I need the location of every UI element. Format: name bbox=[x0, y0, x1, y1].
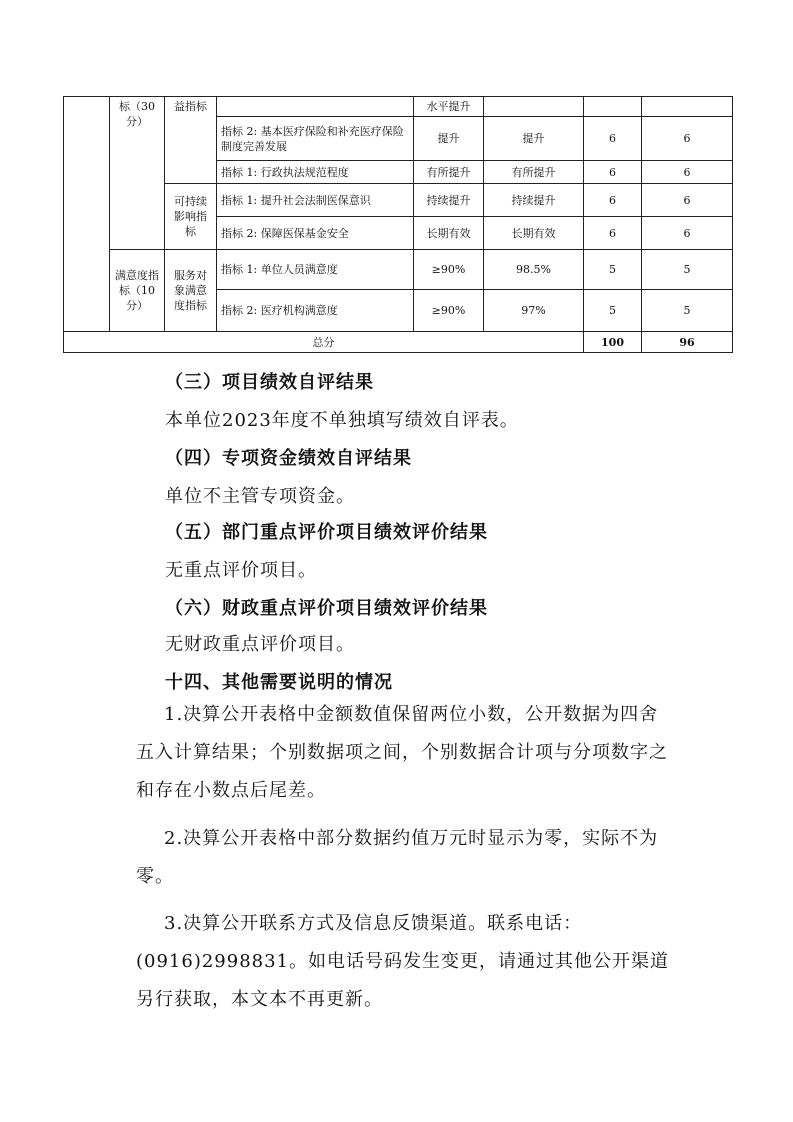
table-cell: 可持续影响指标 bbox=[165, 184, 217, 250]
table-cell bbox=[642, 97, 733, 117]
note-1: 1.决算公开表格中金额数值保留两位小数，公开数据为四舍五入计算结果；个别数据项之间，个别数据合计项与分项数字之和存在小数点后尾差。 bbox=[136, 704, 668, 801]
table-cell: 指标 2: 医疗机构满意度 bbox=[217, 290, 414, 332]
table-cell: 6 bbox=[584, 161, 642, 184]
table-cell: 6 bbox=[642, 184, 733, 217]
table-cell: ≥90% bbox=[414, 250, 484, 290]
table-cell bbox=[64, 97, 110, 332]
table-row bbox=[64, 97, 733, 117]
table-cell: 5 bbox=[584, 250, 642, 290]
table-cell: 6 bbox=[584, 184, 642, 217]
performance-table bbox=[63, 96, 733, 353]
table-cell: 有所提升 bbox=[414, 161, 484, 184]
table-cell bbox=[217, 97, 414, 117]
section-heading-3: （三）项目绩效自评结果 bbox=[165, 372, 374, 393]
table-cell: 有所提升 bbox=[484, 161, 584, 184]
table-cell: 持续提升 bbox=[414, 184, 484, 217]
table-cell: 标（30分） bbox=[110, 97, 165, 250]
section-text-3: 本单位2023年度不单独填写绩效自评表。 bbox=[165, 410, 519, 431]
table-cell: 指标 2: 保障医保基金安全 bbox=[217, 217, 414, 250]
table-row bbox=[64, 184, 733, 217]
table-cell: 97% bbox=[484, 290, 584, 332]
table-cell: 指标 1: 提升社会法制医保意识 bbox=[217, 184, 414, 217]
total-score: 96 bbox=[642, 332, 733, 353]
section-heading-5: （五）部门重点评价项目绩效评价结果 bbox=[165, 522, 488, 543]
note-2: 2.决算公开表格中部分数据约值万元时显示为零，实际不为零。 bbox=[136, 828, 659, 887]
table-cell: 满意度指标（10分） bbox=[110, 250, 165, 332]
table-cell: 6 bbox=[584, 117, 642, 161]
table-cell: 益指标 bbox=[165, 97, 217, 184]
table-cell: 6 bbox=[584, 217, 642, 250]
table-cell: 长期有效 bbox=[484, 217, 584, 250]
table-cell: 提升 bbox=[414, 117, 484, 161]
section-text-4: 单位不主管专项资金。 bbox=[165, 486, 355, 507]
table-cell: ≥90% bbox=[414, 290, 484, 332]
table-cell: 5 bbox=[642, 250, 733, 290]
table-cell: 持续提升 bbox=[484, 184, 584, 217]
section-heading-6: （六）财政重点评价项目绩效评价结果 bbox=[165, 598, 488, 619]
table-cell: 6 bbox=[642, 217, 733, 250]
table-total-row bbox=[64, 332, 733, 353]
section-heading-4: （四）专项资金绩效自评结果 bbox=[165, 448, 412, 469]
table-cell: 长期有效 bbox=[414, 217, 484, 250]
total-label: 总分 bbox=[64, 332, 584, 353]
table-cell: 6 bbox=[642, 161, 733, 184]
table-cell: 6 bbox=[642, 117, 733, 161]
table-row bbox=[64, 250, 733, 290]
table-cell: 指标 1: 单位人员满意度 bbox=[217, 250, 414, 290]
table-cell: 指标 2: 基本医疗保险和补充医疗保险制度完善发展 bbox=[217, 117, 414, 161]
table-cell: 服务对象满意度指标 bbox=[165, 250, 217, 332]
chapter-heading: 十四、其他需要说明的情况 bbox=[165, 672, 393, 693]
table-cell: 98.5% bbox=[484, 250, 584, 290]
table-cell bbox=[484, 97, 584, 117]
table-cell: 5 bbox=[642, 290, 733, 332]
table-cell bbox=[584, 97, 642, 117]
table-cell: 5 bbox=[584, 290, 642, 332]
table-cell: 指标 1: 行政执法规范程度 bbox=[217, 161, 414, 184]
total-full-score: 100 bbox=[584, 332, 642, 353]
section-text-6: 无财政重点评价项目。 bbox=[165, 634, 355, 655]
section-text-5: 无重点评价项目。 bbox=[165, 560, 317, 581]
table-cell: 水平提升 bbox=[414, 97, 484, 117]
table-cell: 提升 bbox=[484, 117, 584, 161]
note-3: 3.决算公开联系方式及信息反馈渠道。联系电话：(0916)2998831。如电话号码发生变更，请通过其他公开渠道另行获取，本文本不再更新。 bbox=[136, 913, 670, 1010]
